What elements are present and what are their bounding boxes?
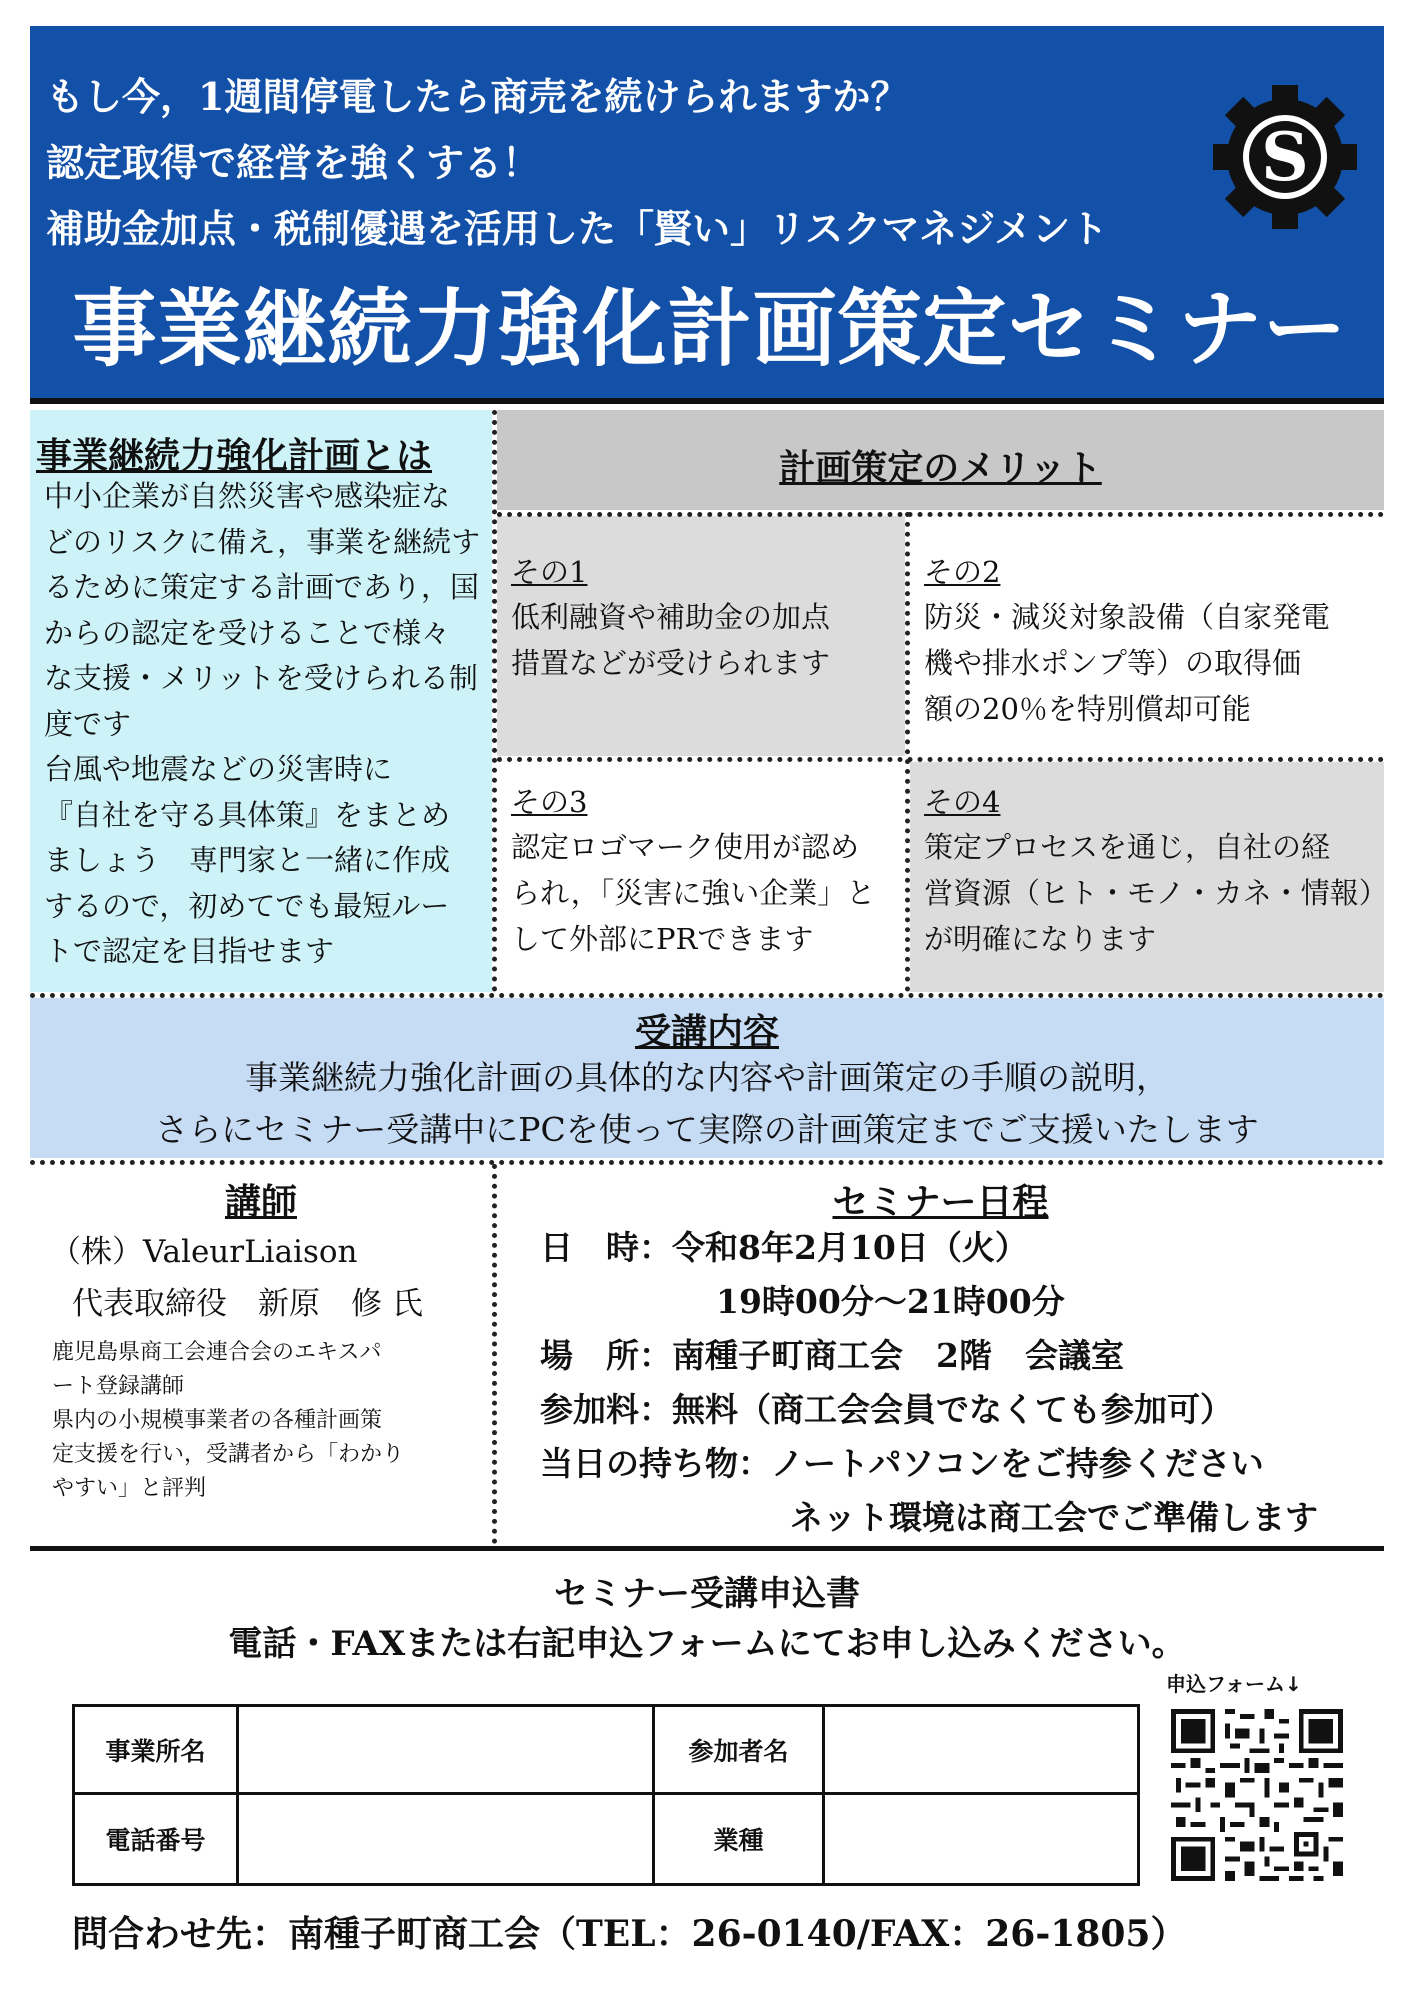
headline-risk-management: 補助金加点・税制優遇を活用した「賢い」リスクマネジメント xyxy=(46,206,1109,251)
participant-name-field[interactable] xyxy=(825,1707,1137,1795)
about-line: 度です xyxy=(44,706,132,741)
lecturer-company: （株）ValeurLiaison xyxy=(50,1234,358,1270)
course-content-panel xyxy=(30,998,1384,1158)
course-description-line: さらにセミナー受講中にPCを使って実際の計画策定までご支援いたします xyxy=(155,1110,1259,1149)
phone-label: 電話番号 xyxy=(75,1795,239,1883)
course-title: 受講内容 xyxy=(634,1011,779,1053)
qr-code-icon[interactable] xyxy=(1166,1704,1348,1886)
form-link-label: 申込フォーム↓ xyxy=(1166,1672,1302,1696)
schedule-time: 19時00分～21時00分 xyxy=(716,1282,1065,1321)
divider-horizontal xyxy=(497,512,1384,517)
lecturer-bio-line: ート登録講師 xyxy=(52,1374,185,1399)
merit-label: その4 xyxy=(924,785,1001,819)
about-line: な支援・メリットを受けられる制 xyxy=(44,661,478,695)
about-line: からの認定を受けることで様々 xyxy=(44,615,451,650)
merit-line: 額の20％を特別償却可能 xyxy=(924,692,1251,726)
about-title: 事業継続力強化計画とは xyxy=(36,435,433,477)
headline-question: もし今，1週間停電したら商売を続けられますか？ xyxy=(46,74,909,119)
merit-card-1 xyxy=(497,516,905,756)
schedule-title: セミナー日程 xyxy=(832,1181,1049,1223)
merit-line: して外部にPRできます xyxy=(511,922,814,956)
merit-card-4 xyxy=(910,762,1388,992)
merit-line: 営資源（ヒト・モノ・カネ・情報） xyxy=(924,876,1388,910)
merit-line: 策定プロセスを通じ，自社の経 xyxy=(924,830,1331,864)
about-line: 中小企業が自然災害や感染症な xyxy=(44,479,451,513)
divider-horizontal xyxy=(30,1160,1384,1165)
merit-label: その2 xyxy=(924,555,1001,589)
about-description xyxy=(44,474,484,975)
about-line: 『自社を守る具体策』をまとめ xyxy=(44,797,451,832)
gear-logo-icon xyxy=(1210,82,1360,232)
merit-line: 措置などが受けられます xyxy=(511,646,831,680)
schedule-date: 日 時：令和8年2月10日（火） xyxy=(540,1228,1028,1267)
merit-label: その1 xyxy=(511,555,588,589)
merit-line: 機や排水ポンプ等）の取得価 xyxy=(924,646,1302,680)
merits-title: 計画策定のメリット xyxy=(779,447,1102,489)
merit-text xyxy=(924,824,1388,962)
lecturer-bio-line: 鹿児島県商工会連合会のエキスパ xyxy=(52,1340,382,1365)
lecturer-bio-line: やすい」と評判 xyxy=(52,1476,207,1501)
schedule-items: 当日の持ち物：ノートパソコンをご持参ください xyxy=(540,1444,1264,1483)
course-description-line: 事業継続力強化計画の具体的な内容や計画策定の手順の説明， xyxy=(245,1058,1169,1097)
lecturer-bio xyxy=(52,1336,482,1506)
about-line: トで認定を目指せます xyxy=(44,934,335,968)
merit-line: 認定ロゴマーク使用が認め xyxy=(511,830,860,864)
schedule-place: 場 所：南種子町商工会 2階 会議室 xyxy=(540,1336,1124,1375)
header-banner xyxy=(30,26,1384,404)
merit-card-3 xyxy=(497,762,905,992)
contact-info: 問合わせ先：南種子町商工会（TEL：26-0140/FAX：26-1805） xyxy=(72,1913,1187,1955)
about-panel xyxy=(30,410,492,992)
merits-header xyxy=(497,410,1384,510)
merit-text xyxy=(924,594,1330,732)
about-line: どのリスクに備え，事業を継続す xyxy=(44,524,481,559)
phone-field[interactable] xyxy=(239,1795,655,1883)
divider-vertical xyxy=(492,410,497,992)
merit-line: 低利融資や補助金の加点 xyxy=(511,600,831,634)
divider-vertical xyxy=(905,512,910,992)
about-line: るために策定する計画であり，国 xyxy=(44,570,480,604)
about-line: ましょう 専門家と一緒に作成 xyxy=(44,843,451,877)
about-line: 台風や地震などの災害時に xyxy=(44,752,393,786)
application-instructions: 電話・FAXまたは右記申込フォームにてお申し込みください。 xyxy=(228,1624,1186,1664)
participant-name-label: 参加者名 xyxy=(655,1707,825,1795)
merit-card-2 xyxy=(910,516,1384,756)
merit-line: が明確になります xyxy=(924,922,1157,956)
svg-text:S: S xyxy=(1261,118,1309,196)
about-line: するので，初めてでも最短ルー xyxy=(44,888,450,923)
lecturer-name: 代表取締役 新原 修 氏 xyxy=(72,1286,423,1322)
merit-line: 防災・減災対象設備（自家発電 xyxy=(924,600,1331,634)
merit-text xyxy=(511,824,875,962)
headline-strengthen: 認定取得で経営を強くする！ xyxy=(46,140,541,185)
application-title: セミナー受講申込書 xyxy=(554,1574,860,1614)
business-name-label: 事業所名 xyxy=(75,1707,239,1795)
section-separator xyxy=(30,1546,1384,1551)
lecturer-bio-line: 県内の小規模事業者の各種計画策 xyxy=(52,1408,383,1433)
divider-horizontal xyxy=(497,757,1384,762)
lecturer-bio-line: 定支援を行い，受講者から「わかり xyxy=(52,1442,405,1467)
merit-line: られ，「災害に強い企業」と xyxy=(511,876,876,910)
merit-label: その3 xyxy=(511,785,588,819)
business-name-field[interactable] xyxy=(239,1707,655,1795)
industry-label: 業種 xyxy=(655,1795,825,1883)
application-form-table xyxy=(72,1704,1140,1886)
merit-text xyxy=(511,594,830,686)
schedule-network: ネット環境は商工会でご準備します xyxy=(790,1498,1318,1537)
schedule-fee: 参加料：無料（商工会会員でなくても参加可） xyxy=(540,1390,1233,1429)
lecturer-title: 講師 xyxy=(224,1181,297,1223)
seminar-title: 事業継続力強化計画策定セミナー xyxy=(72,280,1348,378)
industry-field[interactable] xyxy=(825,1795,1137,1883)
